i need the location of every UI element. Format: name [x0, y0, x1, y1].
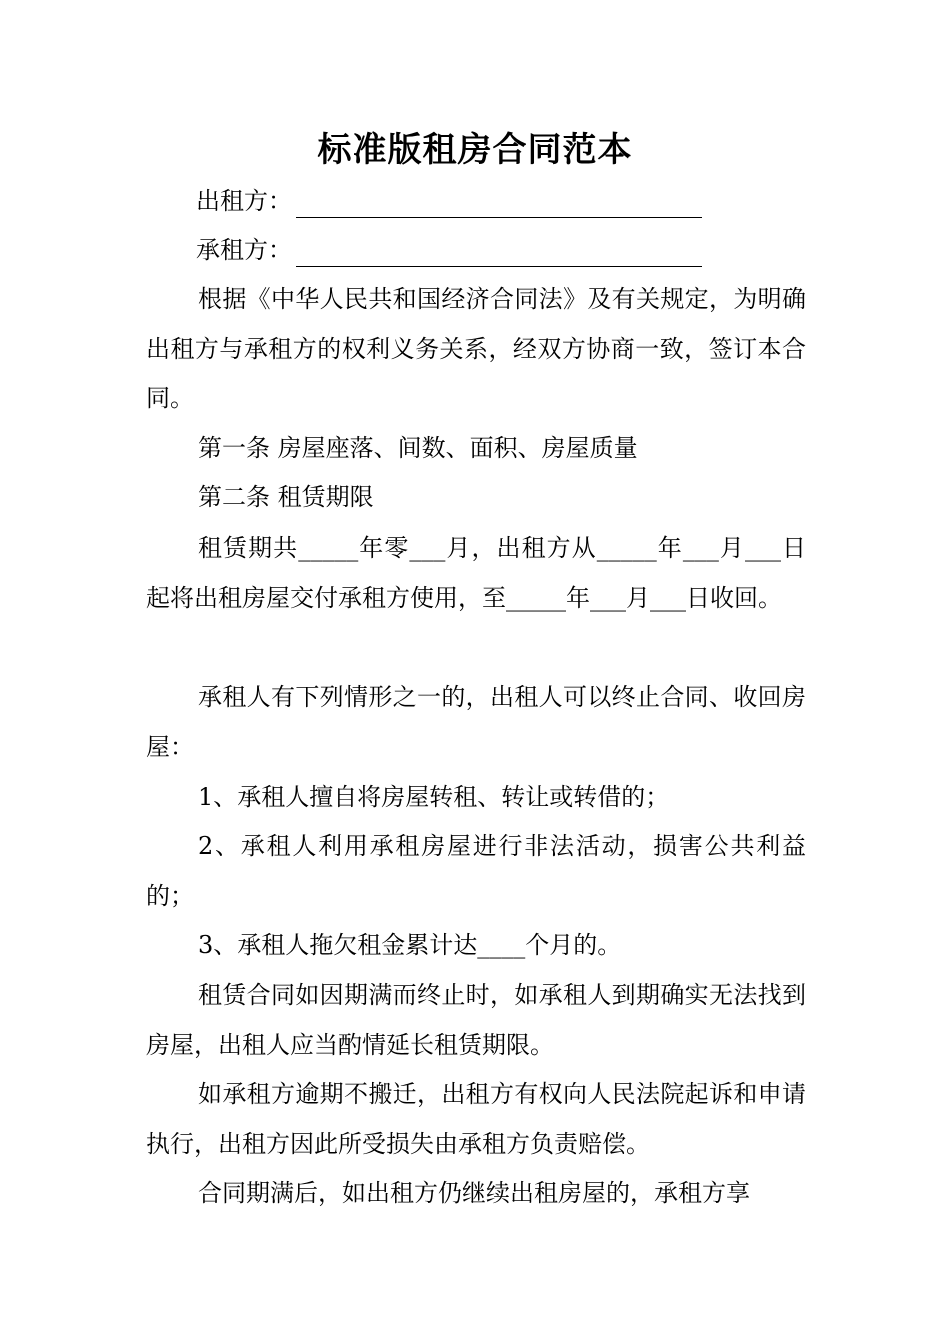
paragraph-item-1: 1、承租人擅自将房屋转租、转让或转借的； [198, 783, 670, 811]
paragraph-preamble: 根据《中华人民共和国经济合同法》及有关规定，为明确出租方与承租方的权利义务关系，经双方协商一致，签订本合同。 [146, 285, 806, 412]
paragraph-article-2: 第二条 租赁期限 [198, 483, 374, 511]
lessor-label: 出租方： [196, 187, 292, 215]
lessee-line [196, 233, 702, 267]
paragraph-article-1: 第一条 房屋座落、间数、面积、房屋质量 [198, 434, 638, 462]
paragraph-expiry: 租赁合同如因期满而终止时，如承租人到期确实无法找到房屋，出租人应当酌情延长租赁期限。 [146, 981, 806, 1059]
paragraph-item-3: 3、承租人拖欠租金累计达____个月的。 [198, 931, 622, 959]
paragraph-lease-term: 租赁期共_____年零___月，出租方从_____年___月___日起将出租房屋交付承租方使用，至_____年___月___日收回。 [146, 534, 806, 612]
lessor-line [196, 184, 702, 218]
paragraph-termination: 承租人有下列情形之一的，出租人可以终止合同、收回房屋： [146, 683, 806, 761]
lessee-blank [296, 236, 702, 267]
lessor-blank [296, 187, 702, 218]
paragraph-eviction: 如承租方逾期不搬迁，出租方有权向人民法院起诉和申请执行，出租方因此所受损失由承租方负责赔偿。 [146, 1080, 806, 1158]
document-title: 标准版租房合同范本 [317, 130, 633, 170]
paragraph-renewal: 合同期满后，如出租方仍继续出租房屋的，承租方享 [198, 1179, 750, 1207]
lessee-label: 承租方： [196, 236, 292, 264]
paragraph-item-2: 2、承租人利用承租房屋进行非法活动，损害公共利益的； [146, 832, 806, 910]
